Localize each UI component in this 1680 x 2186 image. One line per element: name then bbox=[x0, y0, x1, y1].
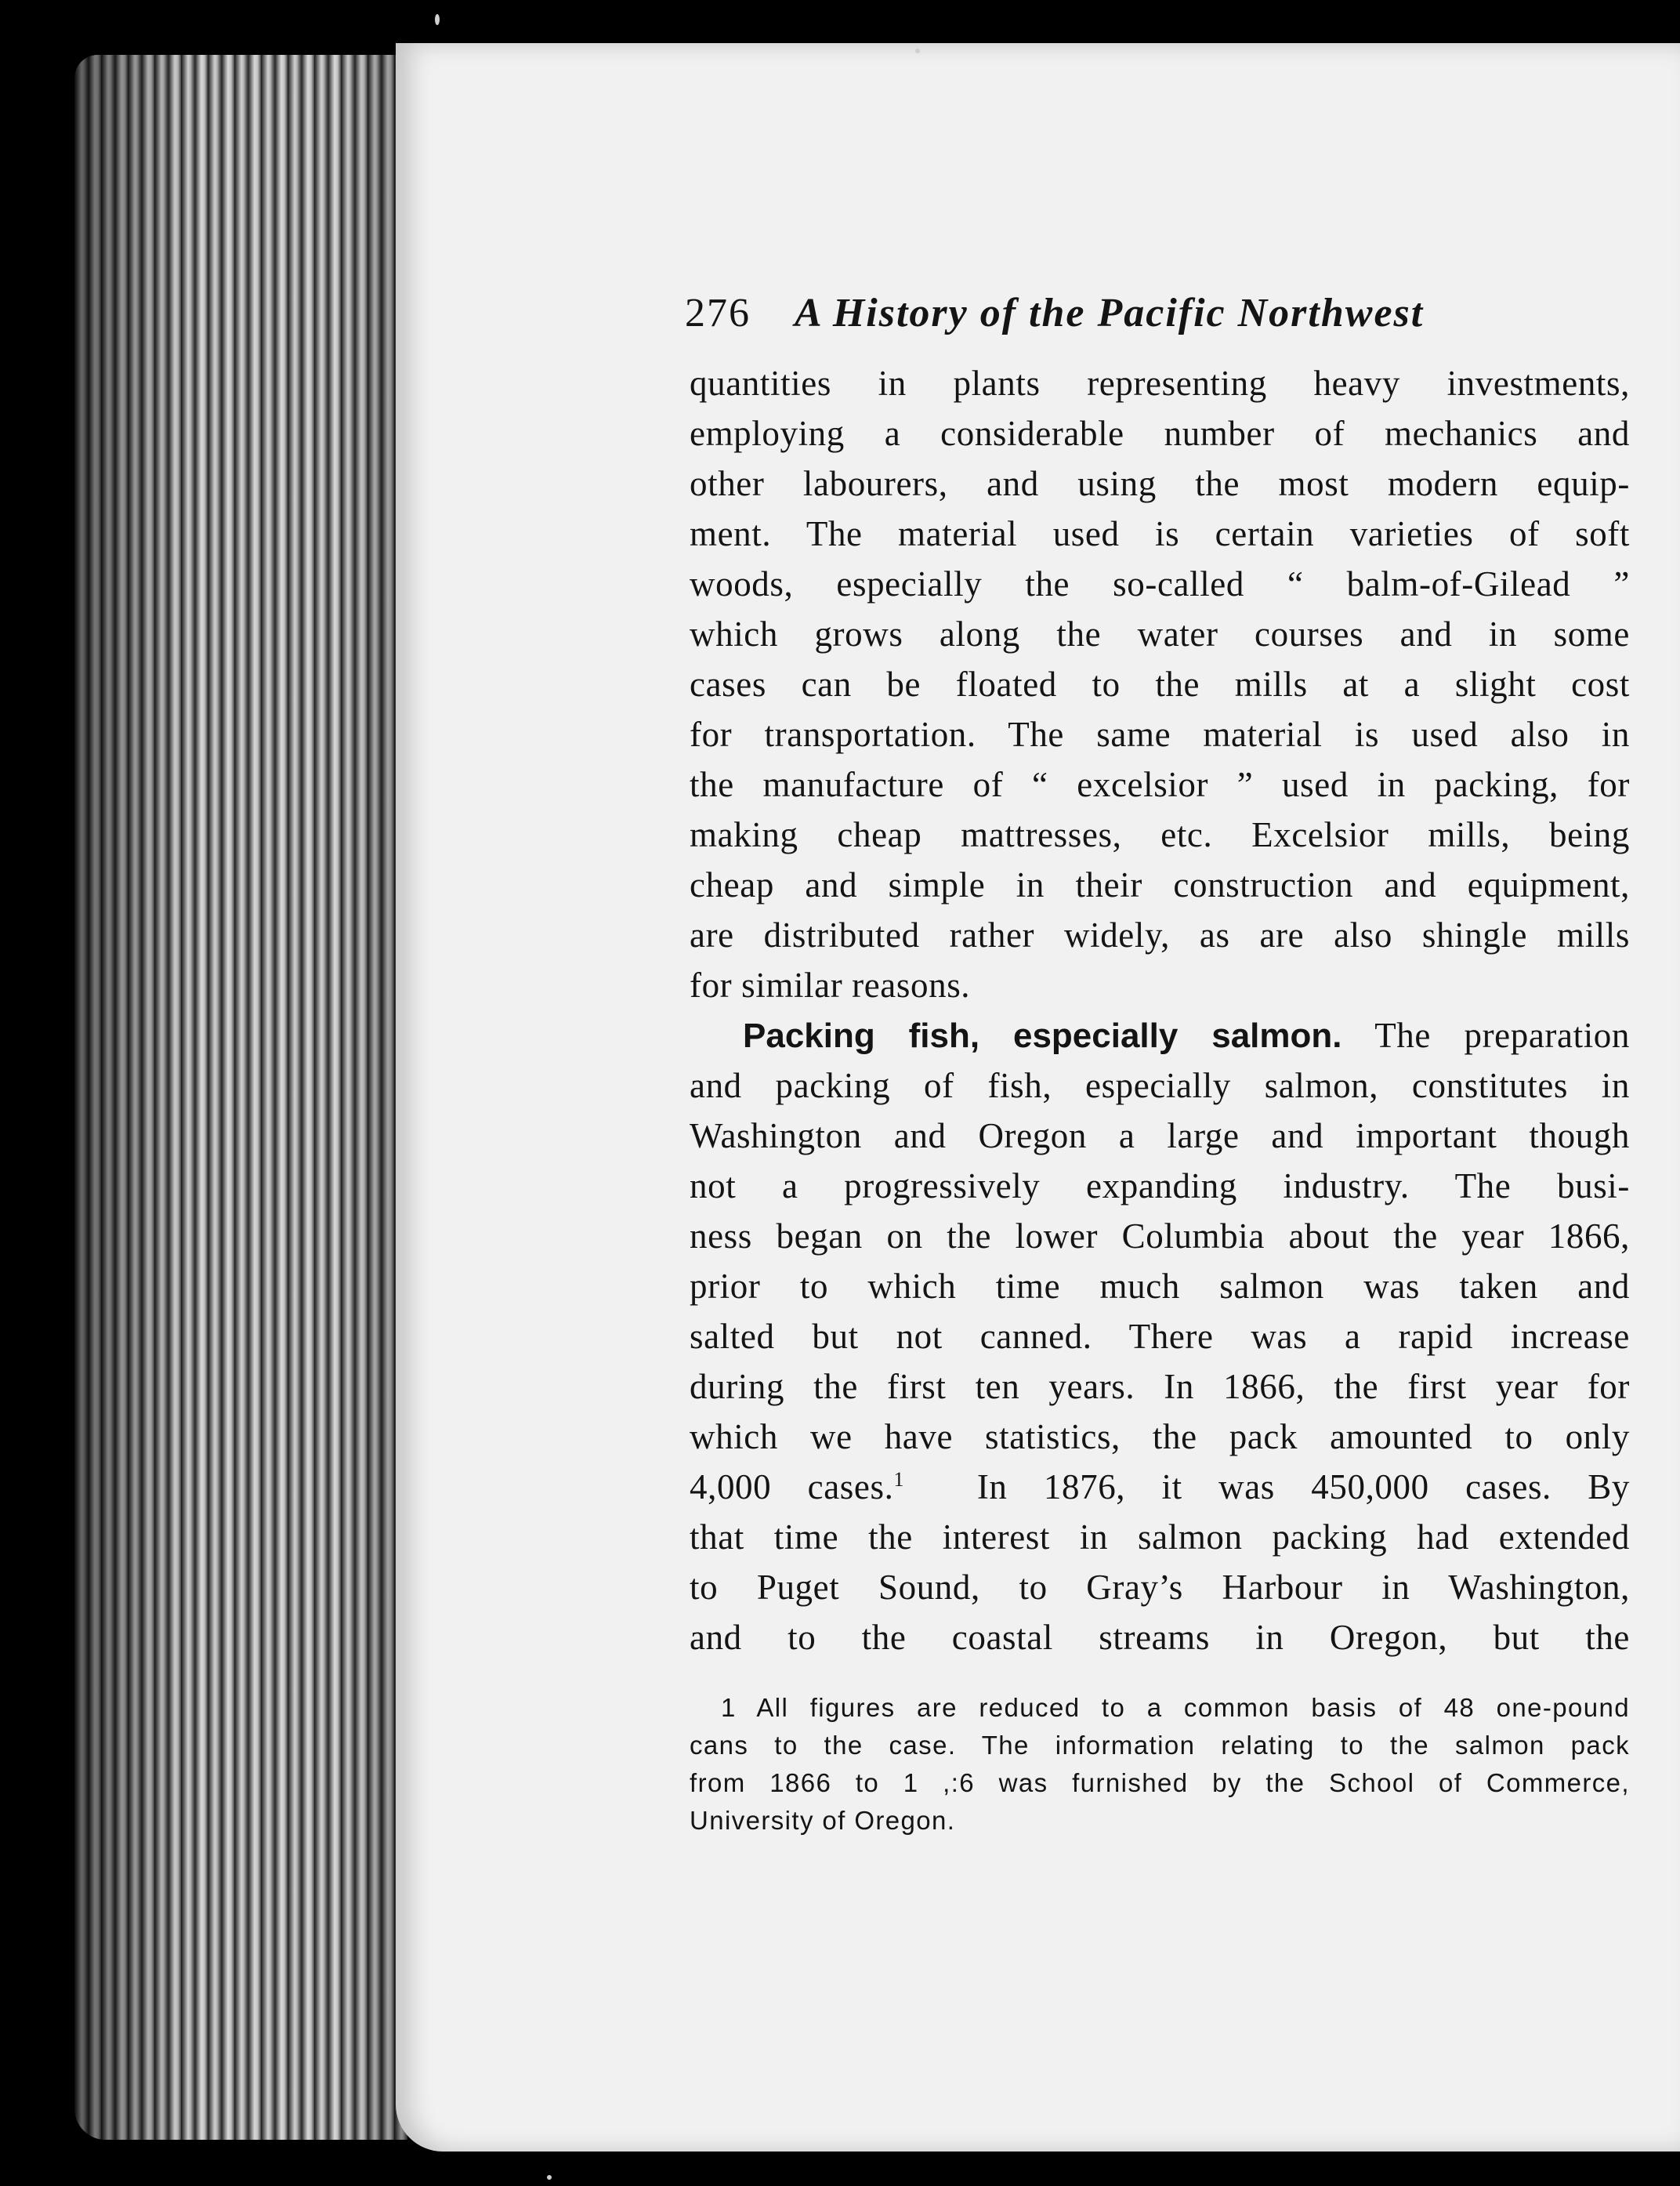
text-line: are distributed rather widely, as are also shingle mills bbox=[690, 915, 1630, 955]
footnote-marker: 1 bbox=[893, 1468, 905, 1491]
text-line: that time the interest in salmon packing had extended bbox=[690, 1517, 1630, 1557]
footnote-line: from 1866 to 1 ,:6 was furnished by the School of Commerce, bbox=[690, 1768, 1630, 1797]
text-line: other labourers, and using the most modern equip- bbox=[690, 464, 1630, 503]
text-line: which grows along the water courses and in some bbox=[690, 614, 1630, 654]
footnote bbox=[690, 1689, 1630, 1840]
footnote-line: cans to the case. The information relating to the salmon pack bbox=[690, 1731, 1630, 1760]
page-number: 276 bbox=[685, 291, 751, 335]
text-line: ness began on the lower Columbia about the year 1866, bbox=[690, 1216, 1630, 1256]
text-line: quantities in plants representing heavy investments, bbox=[690, 364, 1630, 403]
dust-speck bbox=[547, 2175, 552, 2180]
text-line: for transportation. The same material is used also in bbox=[690, 715, 1630, 754]
text-line: salted but not canned. There was a rapid increase bbox=[690, 1317, 1630, 1356]
text-line: for similar reasons. bbox=[690, 966, 971, 1005]
text-line: during the first ten years. In 1866, the first year for bbox=[690, 1367, 1630, 1406]
running-title: A History of the Pacific Northwest bbox=[795, 291, 1425, 335]
dust-speck bbox=[435, 14, 440, 25]
text-line: and to the coastal streams in Oregon, but the bbox=[690, 1618, 1630, 1657]
text-line: prior to which time much salmon was taken and bbox=[690, 1267, 1630, 1306]
text-line: ment. The material used is certain varieties of soft bbox=[690, 514, 1630, 553]
text-line: which we have statistics, the pack amounted to only bbox=[690, 1417, 1630, 1456]
running-head bbox=[685, 290, 1630, 336]
text-line: woods, especially the so-called “ balm-of-Gilead ” bbox=[690, 564, 1630, 604]
footnote-line: University of Oregon. bbox=[690, 1806, 956, 1835]
text-run: The preparation bbox=[1374, 1016, 1630, 1055]
text-line: employing a considerable number of mechanics and bbox=[690, 414, 1630, 453]
paragraph-2 bbox=[690, 1010, 1630, 1662]
fore-edge-shadow bbox=[74, 55, 407, 2140]
text-line: cases can be floated to the mills at a slight cost bbox=[690, 665, 1630, 704]
text-run: In 1876, it was 450,000 cases. By bbox=[976, 1467, 1631, 1506]
text-run: 4,000 cases. bbox=[690, 1467, 894, 1506]
text-line: cheap and simple in their construction and equipment, bbox=[690, 865, 1630, 904]
footnote-line: 1 All figures are reduced to a common basis of 48 one-pound bbox=[721, 1693, 1630, 1722]
text-line: to Puget Sound, to Gray’s Harbour in Washington, bbox=[690, 1568, 1630, 1607]
paragraph-heading: Packing fish, especially salmon. bbox=[743, 1017, 1342, 1055]
dust-speck bbox=[915, 49, 920, 53]
text-line: Washington and Oregon a large and important though bbox=[690, 1116, 1630, 1155]
page-text bbox=[685, 290, 1631, 1840]
paragraph-heading-line bbox=[690, 1010, 1630, 1060]
text-line: making cheap mattresses, etc. Excelsior mills, being bbox=[690, 815, 1630, 854]
text-line: and packing of fish, especially salmon, constitutes in bbox=[690, 1066, 1630, 1105]
text-line: not a progressively expanding industry. The busi- bbox=[690, 1166, 1630, 1205]
paragraph-1 bbox=[690, 358, 1630, 1010]
text-line: the manufacture of “ excelsior ” used in packing, for bbox=[690, 765, 1630, 804]
footnote-reference-line bbox=[690, 1462, 1630, 1512]
